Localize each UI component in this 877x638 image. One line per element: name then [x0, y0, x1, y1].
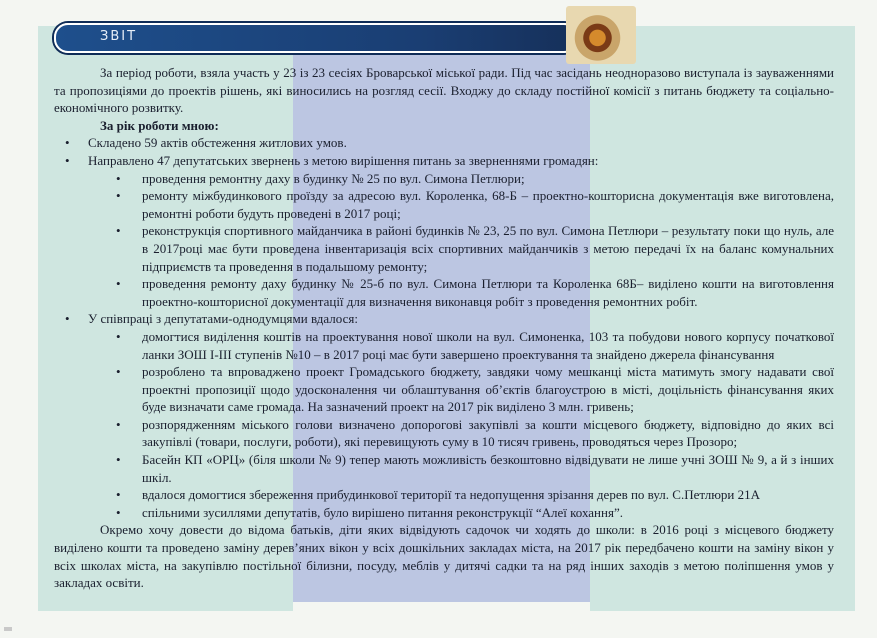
intro-paragraph: За період роботи, взяла участь у 23 із 23 сесіях Броварської міської ради. Під час засідань неодноразово виступала із зауваженнями та пропозиціями до проектів рішень, які виносились на розгляд сесії. Входжу до складу постійної комісії з питань бюджету та соціально-економічного розвитку.	[54, 65, 834, 116]
list-item: • проведення ремонтну даху в будинку № 25 по вул. Симона Петлюри;	[54, 170, 834, 188]
achievements-list	[54, 328, 834, 522]
section-header	[40, 20, 580, 54]
subheading: За рік роботи мною:	[100, 117, 219, 133]
list-item: • розроблено та впроваджено проект Громадського бюджету, завдяки чому мешканці міста матимуть змогу надавати свої проектні пропозиції щодо удосконалення чи облаштування об’єктів благоустрою в місті, доцільність фінансування яких буде визначати саме громада. На зазначений проект на 2017 рік виділено 3 млн. гривень;	[54, 363, 834, 416]
work-summary-list	[54, 134, 834, 169]
section-title: ЗВІТ	[100, 29, 138, 44]
list-item: • Направлено 47 депутатських звернень з метою вирішення питань за зверненнями громадян:	[54, 152, 834, 170]
list-item: • домогтися виділення коштів на проектування нової школи на вул. Симоненка, 103 та побудови нового корпусу початкової ланки ЗОШ I-III ступенів №10 – в 2017 році має бути завершено проектування та знайдено джерела фінансування	[54, 328, 834, 363]
report-body	[54, 64, 834, 592]
appeals-list	[54, 170, 834, 311]
list-item: • проведення ремонту даху будинку № 25-б по вул. Симона Петлюри та Короленка 68Б– виділено кошти на виготовлення проектно-кошторисної документації для визначення виконавця робіт з проведення ремонтних робіт.	[54, 275, 834, 310]
list-item: • ремонту міжбудинкового проїзду за адресою вул. Короленка, 68-Б – проектно-кошторисна документація вже виготовлена, ремонтні роботи будуть проведені в 2017 році;	[54, 187, 834, 222]
list-item: • Складено 59 актів обстеження житлових умов.	[54, 134, 834, 152]
list-item: • У співпраці з депутатами-однодумцями вдалося:	[54, 310, 834, 328]
list-item: • реконструкція спортивного майданчика в районі будинків № 23, 25 по вул. Симона Петлюри – результату поки що нуль, але в 2017році має бути проведена інвентаризація всіх спортивних майданчиків з метою передачі їх на баланс комунальних підприємств та проведення в подальшому ремонту;	[54, 222, 834, 275]
cooperation-list	[54, 310, 834, 328]
scan-mark	[4, 627, 12, 631]
list-item: • Басейн КП «ОРЦ» (біля школи № 9) тепер мають можливість безкоштовно відвідувати не лише учні ЗОШ № 9, а й з інших шкіл.	[54, 451, 834, 486]
decorative-photo	[566, 6, 636, 64]
list-item: • розпорядженням міського голови визначено допорогові закупівлі за кошти місцевого бюджету, відповідно до яких всі закупівлі (товари, послуги, роботи), які перевищують суму в 10 тисяч гривень, проводяться через Прозоро;	[54, 416, 834, 451]
list-item: • вдалося домогтися збереження прибудинкової території та недопущення зрізання дерев по вул. С.Петлюри 21А	[54, 486, 834, 504]
closing-paragraph: Окремо хочу довести до відома батьків, діти яких відвідують садочок чи ходять до школи: в 2016 році з місцевого бюджету виділено кошти та проведено заміну дерев’яних вікон у всіх дошкільних закладах міста, на 2017 рік передбачено кошти на заміну вікон у всіх школах міста, на закупівлю постільної білизни, посуду, меблів у дитячі садки та на ряд інших заходів з метою поліпшення умов у закладах освіти.	[54, 522, 834, 591]
list-item: • спільними зусиллями депутатів, було вирішено питання реконструкції “Алеї кохання”.	[54, 504, 834, 522]
